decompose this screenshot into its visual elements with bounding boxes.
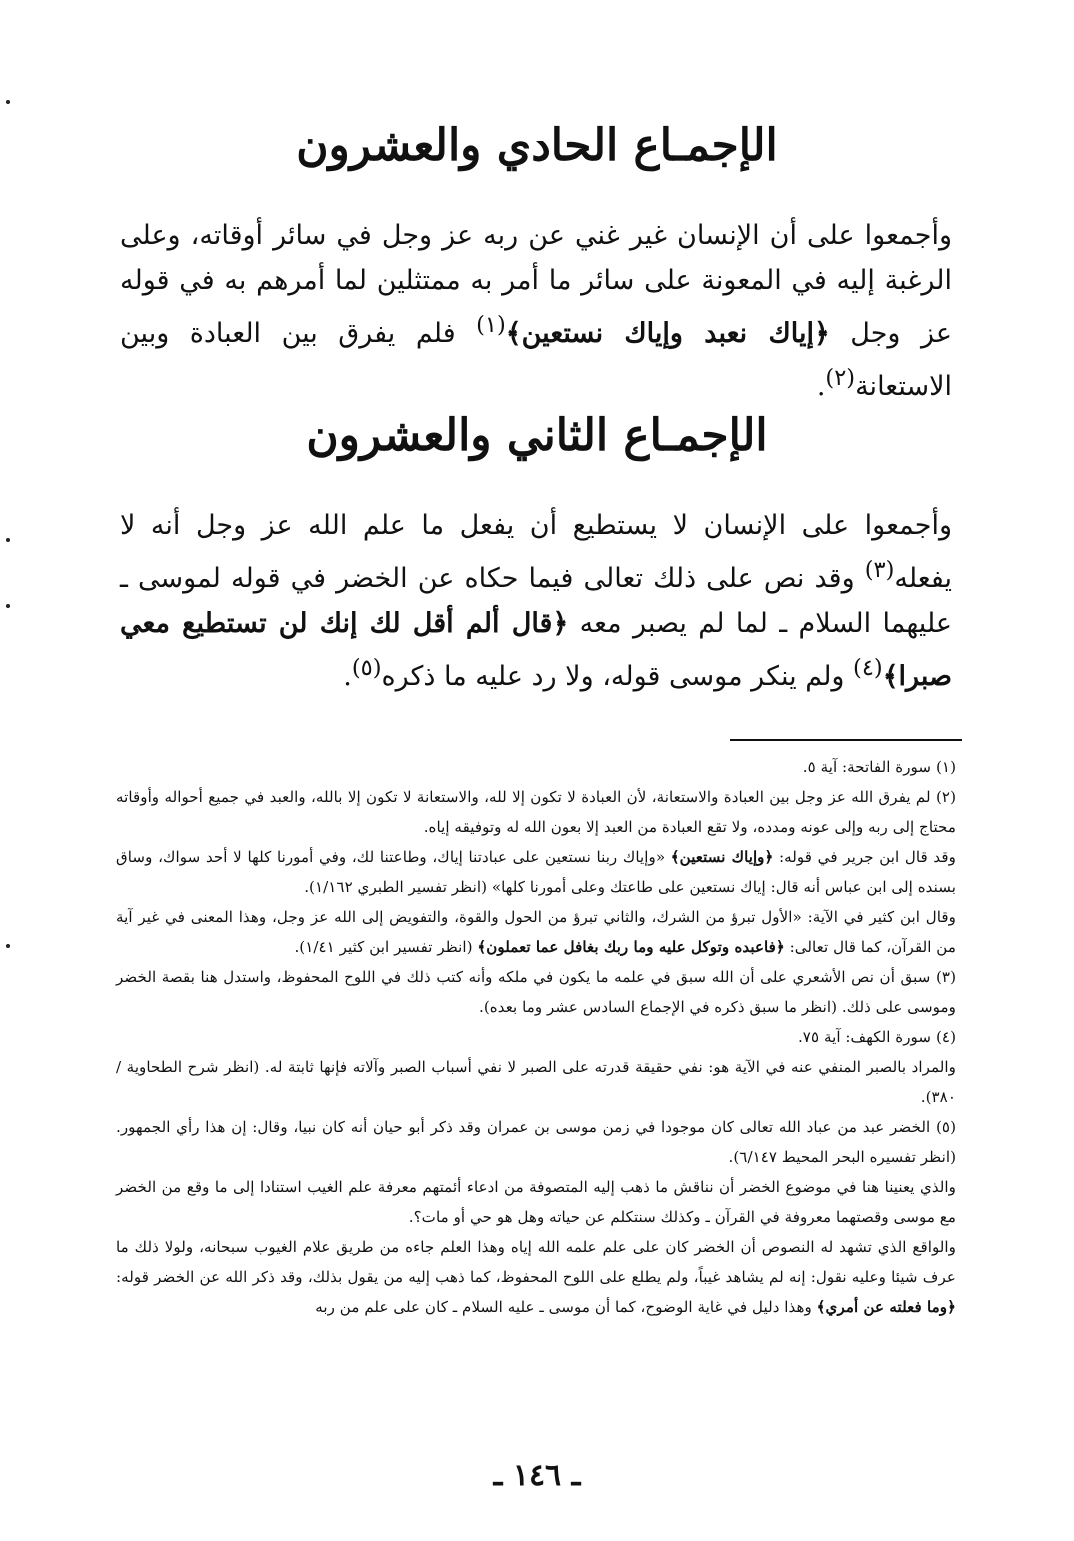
footnote-ref-4[interactable]: (٤) bbox=[853, 655, 883, 681]
footnote-ref-3[interactable]: (٣) bbox=[864, 557, 895, 583]
footnote-text: وهذا دليل في غاية الوضوح، كما أن موسى ـ عليه السلام ـ كان على علم من ربه bbox=[315, 1298, 817, 1316]
paragraph-text: وأجمعوا على أن الإنسان غير غني عن ربه عز وجل في سائر أوقاته، وعلى الرغبة إليه في المعونة على سائر ما أمر به ممتثلين لما أمرهم به في قوله عز وجل bbox=[120, 220, 952, 349]
heading-consensus-21: الإجمـاع الحادي والعشرون bbox=[296, 120, 778, 171]
footnote-2: (٢) لم يفرق الله عز وجل بين العبادة والاستعانة، لأن العبادة لا تكون إلا لله، والاستعانة لا تكون إلا بالله، والعبد في جميع أحواله وأوقاته محتاج إلى ربه وإلى عونه ومدده، ولا تقع العبادة من العبد إلا بعون الله له وتوفيقه إياه. bbox=[116, 788, 956, 836]
footnote-ref-1[interactable]: (١) bbox=[476, 312, 506, 338]
footnote-4-note: والمراد بالصبر المنفي عنه في الآية هو: نفي حقيقة قدرته على الصبر لا نفي أسباب الصبر وآلاته فإنها ثابتة له. (انظر شرح الطحاوية /٣٨٠). bbox=[116, 1058, 956, 1106]
footnote-2-tabari bbox=[116, 842, 956, 902]
quran-verse: ﴿قال ألم أقل لك إنك لن تستطيع معي صبرا﴾ bbox=[120, 608, 952, 692]
quran-verse: ﴿وما فعلته عن أمري﴾ bbox=[816, 1298, 956, 1316]
scan-speck-middle bbox=[6, 538, 10, 542]
footnote-text: وقد قال ابن جرير في قوله: bbox=[773, 848, 957, 866]
page-number: ـ ١٤٦ ـ bbox=[493, 1458, 581, 1493]
quran-verse: ﴿وإياك نستعين﴾ bbox=[670, 848, 774, 866]
paragraph-consensus-21 bbox=[120, 213, 952, 409]
footnote-divider bbox=[730, 739, 962, 741]
paragraph-text: وأجمعوا على الإنسان لا يستطيع أن يفعل ما علم الله عز وجل أنه لا يفعله bbox=[120, 510, 952, 594]
footnote-text: (انظر تفسير ابن كثير ١/٤١). bbox=[294, 938, 478, 956]
quran-verse: ﴿إياك نعبد وإياك نستعين﴾ bbox=[505, 318, 830, 349]
footnote-ref-2[interactable]: (٢) bbox=[825, 365, 856, 391]
scan-speck-top bbox=[6, 100, 10, 104]
paragraph-text: ولم ينكر موسى قوله، ولا رد عليه ما ذكره bbox=[381, 661, 854, 692]
footnote-5-note-2 bbox=[116, 1232, 956, 1322]
paragraph-text: وقد نص على ذلك تعالى فيما حكاه عن الخضر في قوله لموسى ـ عليهما السلام ـ لما لم يصبر معه bbox=[120, 563, 952, 639]
footnote-3: (٣) سبق أن نص الأشعري على أن الله سبق في علمه ما يكون في ملكه وأنه كتب ذلك في اللوح المحفوظ، واستدل هنا بقصة الخضر وموسى على ذلك. (انظر ما سبق ذكره في الإجماع السادس عشر وما بعده). bbox=[116, 968, 956, 1016]
paragraph-text: فلم يفرق بين العبادة وبين الاستعانة bbox=[120, 318, 952, 402]
footnote-ref-5[interactable]: (٥) bbox=[351, 655, 382, 681]
footnote-5: (٥) الخضر عبد من عباد الله تعالى كان موجودا في زمن موسى بن عمران وقد ذكر أبو حيان أنه كان نبيا، وقال: إن هذا رأي الجمهور. (انظر تفسيره البحر المحيط ٦/١٤٧). bbox=[116, 1118, 956, 1166]
footnote-text: والواقع الذي تشهد له النصوص أن الخضر كان على علم علمه الله إياه وهذا العلم جاءه من طريق علام الغيوب سبحانه، ولولا ذلك ما عرف شيئا وعليه نقول: إنه لم يشاهد غيباً، ولم يطلع على اللوح المحفوظ، كما ذهب إليه من يقول بذلك، وقد ذكر الله عن الخضر قوله: bbox=[116, 1238, 956, 1286]
paragraph-consensus-22 bbox=[120, 503, 952, 699]
scan-speck-lower bbox=[6, 604, 10, 608]
scan-speck-bottom bbox=[6, 944, 10, 948]
footnote-text: «وإياك ربنا نستعين على عبادتنا إياك، وطاعتنا لك، وفي أمورنا كلها لا أحد سواك، وساق بسنده إلى ابن عباس أنه قال: إياك نستعين على طاعتك وعلى أمورنا كلها» (انظر تفسير الطبري ١/١٦٢). bbox=[116, 848, 956, 896]
footnote-1: (١) سورة الفاتحة: آية ٥. bbox=[802, 758, 956, 776]
paragraph-end-mark: . bbox=[816, 371, 826, 402]
footnote-4: (٤) سورة الكهف: آية ٧٥. bbox=[797, 1028, 956, 1046]
footnote-text: وقال ابن كثير في الآية: «الأول تبرؤ من الشرك، والثاني تبرؤ من الحول والقوة، والتفويض إلى الله عز وجل، وهذا المعنى في غير آية من القرآن، كما قال تعالى: bbox=[116, 908, 956, 956]
paragraph-end-mark: . bbox=[343, 661, 352, 692]
footnotes-section bbox=[116, 752, 956, 1322]
quran-verse: ﴿فاعبده وتوكل عليه وما ربك بغافل عما تعملون﴾ bbox=[477, 938, 785, 956]
footnote-5-note-1: والذي يعنينا هنا في موضوع الخضر أن نناقش ما ذهب إليه المتصوفة من ادعاء أئمتهم معرفة علم الغيب استنادا إلى ما وقع من الخضر مع موسى وقصتهما معروفة في القرآن ـ وكذلك سنتكلم عن حياته وهل هو حي أو مات؟. bbox=[116, 1178, 956, 1226]
heading-consensus-22: الإجمـاع الثاني والعشرون bbox=[306, 410, 768, 461]
footnote-2-ibn-kathir bbox=[116, 902, 956, 962]
